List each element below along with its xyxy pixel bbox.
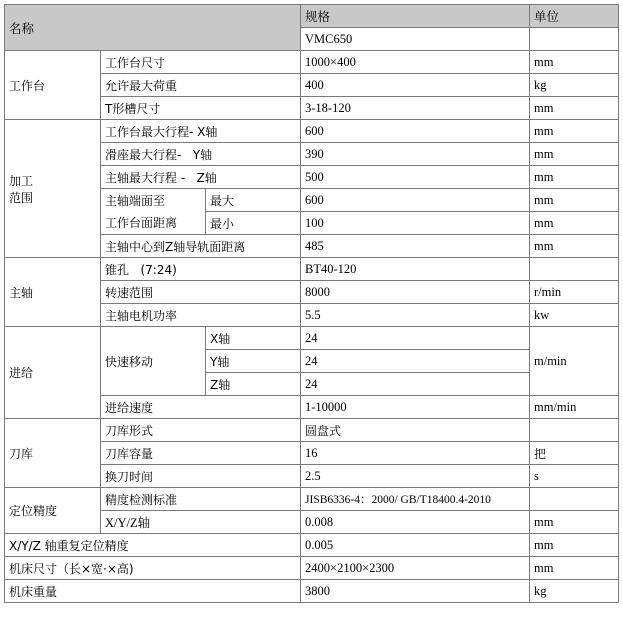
row-label: 滑座最大行程- Y轴 xyxy=(101,143,301,166)
nose-to-table-label-1: 主轴端面至 xyxy=(105,193,166,208)
row-unit xyxy=(530,258,619,281)
section-magazine: 刀库 xyxy=(5,419,101,488)
row-unit: mm xyxy=(530,166,619,189)
row-label: 刀库容量 xyxy=(101,442,301,465)
row-label: 进给速度 xyxy=(101,396,301,419)
row-unit: 把 xyxy=(530,442,619,465)
table-row xyxy=(5,51,619,74)
row-label: 机床重量 xyxy=(5,580,301,603)
rapid-x-label: X轴 xyxy=(206,327,301,350)
section-positioning: 定位精度 xyxy=(5,488,101,534)
row-label: 机床尺寸（长×宽·×高) xyxy=(5,557,301,580)
header-spec: 规格 xyxy=(301,5,530,28)
row-label: 主轴最大行程 - Z轴 xyxy=(101,166,301,189)
table-row xyxy=(5,419,619,442)
min-unit: mm xyxy=(530,212,619,235)
row-value: 0.005 xyxy=(301,534,530,557)
header-name: 名称 xyxy=(5,5,301,51)
row-unit: r/min xyxy=(530,281,619,304)
row-label: 锥孔 (7:24) xyxy=(101,258,301,281)
row-label: T形槽尺寸 xyxy=(101,97,301,120)
row-label: 工作台最大行程- X轴 xyxy=(101,120,301,143)
row-value: 600 xyxy=(301,120,530,143)
row-unit: mm xyxy=(530,534,619,557)
rapid-label: 快速移动 xyxy=(101,327,206,396)
section-spindle: 主轴 xyxy=(5,258,101,327)
row-unit: mm xyxy=(530,120,619,143)
rapid-x-value: 24 xyxy=(301,327,530,350)
row-unit: mm xyxy=(530,557,619,580)
table-row xyxy=(5,488,619,511)
row-unit: mm xyxy=(530,235,619,258)
row-value: 400 xyxy=(301,74,530,97)
row-value: 8000 xyxy=(301,281,530,304)
rapid-unit: m/min xyxy=(530,327,619,396)
row-label: X/Y/Z 轴重复定位精度 xyxy=(5,534,301,557)
table-row xyxy=(5,258,619,281)
row-unit: mm xyxy=(530,511,619,534)
row-value: 2.5 xyxy=(301,465,530,488)
row-value: 500 xyxy=(301,166,530,189)
row-label: 工作台尺寸 xyxy=(101,51,301,74)
row-value: 3-18-120 xyxy=(301,97,530,120)
row-unit: mm xyxy=(530,51,619,74)
model-value: VMC650 xyxy=(301,28,530,51)
row-value: 16 xyxy=(301,442,530,465)
row-value: 1-10000 xyxy=(301,396,530,419)
min-label: 最小 xyxy=(206,212,301,235)
table-row xyxy=(5,534,619,557)
max-value: 600 xyxy=(301,189,530,212)
table-row xyxy=(5,120,619,143)
table-row xyxy=(5,580,619,603)
row-unit: kg xyxy=(530,74,619,97)
row-label: 允许最大荷重 xyxy=(101,74,301,97)
row-label: X/Y/Z轴 xyxy=(101,511,301,534)
max-label: 最大 xyxy=(206,189,301,212)
row-value: 485 xyxy=(301,235,530,258)
nose-to-table-label xyxy=(101,189,206,235)
row-value: BT40-120 xyxy=(301,258,530,281)
row-unit xyxy=(530,488,619,511)
row-unit: mm xyxy=(530,143,619,166)
row-unit xyxy=(530,419,619,442)
spec-table xyxy=(4,4,619,603)
row-value: 1000×400 xyxy=(301,51,530,74)
section-travel: 加工 范围 xyxy=(5,120,101,258)
row-value: 390 xyxy=(301,143,530,166)
table-row xyxy=(5,557,619,580)
row-value: 5.5 xyxy=(301,304,530,327)
row-label: 转速范围 xyxy=(101,281,301,304)
rapid-z-value: 24 xyxy=(301,373,530,396)
max-unit: mm xyxy=(530,189,619,212)
row-unit: mm/min xyxy=(530,396,619,419)
row-label: 换刀时间 xyxy=(101,465,301,488)
row-label: 精度检测标准 xyxy=(101,488,301,511)
rapid-y-label: Y轴 xyxy=(206,350,301,373)
row-value: 0.008 xyxy=(301,511,530,534)
row-unit: mm xyxy=(530,97,619,120)
section-feed: 进给 xyxy=(5,327,101,419)
header-row xyxy=(5,5,619,28)
rapid-y-value: 24 xyxy=(301,350,530,373)
section-worktable: 工作台 xyxy=(5,51,101,120)
row-label: 主轴电机功率 xyxy=(101,304,301,327)
nose-to-table-label-2: 工作台面距离 xyxy=(105,215,178,230)
row-value: JISB6336-4：2000/ GB/T18400.4-2010 xyxy=(301,488,530,511)
row-unit: kg xyxy=(530,580,619,603)
row-value: 圆盘式 xyxy=(301,419,530,442)
rapid-z-label: Z轴 xyxy=(206,373,301,396)
row-unit: kw xyxy=(530,304,619,327)
model-unit xyxy=(530,28,619,51)
row-value: 2400×2100×2300 xyxy=(301,557,530,580)
row-label: 刀库形式 xyxy=(101,419,301,442)
row-unit: s xyxy=(530,465,619,488)
header-unit: 单位 xyxy=(530,5,619,28)
row-label: 主轴中心到Z轴导轨面距离 xyxy=(101,235,301,258)
row-value: 3800 xyxy=(301,580,530,603)
table-row xyxy=(5,327,619,350)
min-value: 100 xyxy=(301,212,530,235)
